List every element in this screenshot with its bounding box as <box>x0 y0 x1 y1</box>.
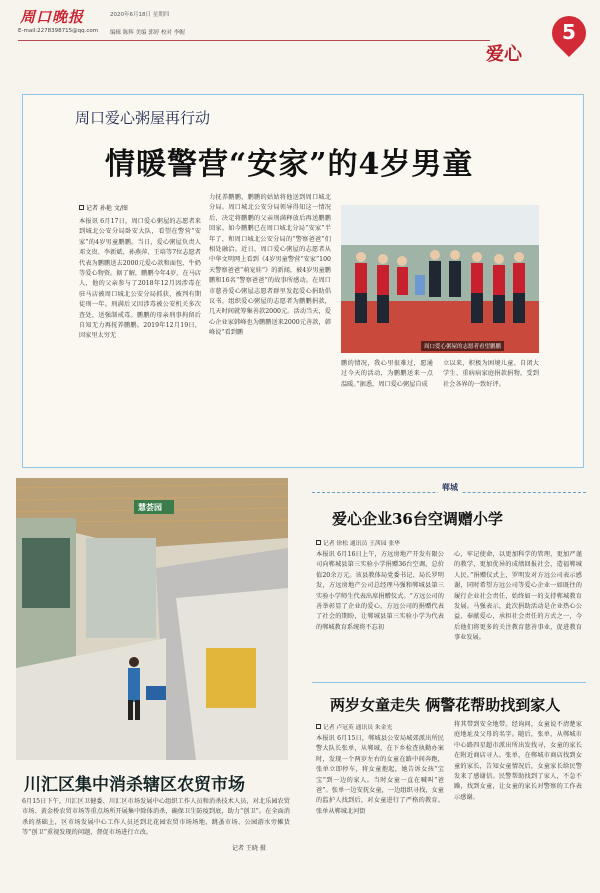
lead-photo-image <box>341 205 539 353</box>
ac-donation-headline: 爱心企业36台空调赠小学 <box>332 510 503 528</box>
market-story <box>22 797 290 852</box>
ac-donation-column-1: 本报讯 6月16日上午，方远房地产开发有限公司向郸城县第三实验小学捐赠36台空调，总价值20余万元。该县教体局党委书记、局长罗明发，方远房地产公司总经理马强和郸城县第三实验小学师生代表出席捐赠仪式。“方远公司的善举彰显了企业的爱心，方远公司的捐赠代表了社会的期盼，让郸城县第三实验小学为代表的郸城教育系统将不忘初 <box>316 551 444 631</box>
market-body: 6月15日下午，川汇区卫健委、川汇区市场发展中心组织工作人员和消杀技术人员，对北乐园农贸市场、黄金桥农贸市场等重点场所开展集中除体消杀，确保卫生防疫到底，助力“创卫”。在全面消杀的基础上，区市场发展中心工作人员还到北花园农贸市场场地，跳蚤市场、公园游水旁摊货等“创卫”重视发现的问题，督促市场进行立改。 <box>22 798 290 837</box>
ac-donation-column-2: 心，牢记使命，以更加科学的管理、更加严谨的教学，更加优异的成绩回报社会，造福郸城人民。”捐赠仪式上，罗明发对方远公司表示感谢，同时希望方远公司等爱心企业一如既往的履行企业社会责任，始终如一的支持郸城教育发展。马强表示，此次捐助活动是企业热心公益、奉献爱心，承担社会责任的方式之一，今后他们将更多的关注教育慈善事业，促进教育事业发展。 <box>454 551 582 642</box>
section-title: 爱心 <box>486 44 522 65</box>
market-photo-credit: 记者 王晓 摄 <box>232 845 266 852</box>
lost-girl-column-1: 本报讯 6月15日，郸城县公安局城郊派出所民警大队长张单，从郸城，在下乡检查执勤办案时，发现一个两岁左右的女童在路中间奔跑，张单立即停车，将女童抱起，她告诉女孩“宝宝”到一边的家人。当时女童一直在喊叫“爸爸”。张单一边安抚女童，一边组织寻找，女童的监护人找到后，对女童进行了严格的教育。张单从郸城北河街 <box>316 735 444 815</box>
newspaper-logo: 周口晚报 <box>20 8 85 26</box>
issue-date: 2020年6月18日 星期四 <box>110 12 170 18</box>
market-headline: 川汇区集中消杀辖区农贸市场 <box>24 775 245 795</box>
county-tag: 郸城 <box>438 482 462 493</box>
lead-photo <box>341 205 539 353</box>
lost-girl-byline <box>316 722 392 731</box>
lead-headline: 情暖警营“安家”的4岁男童 <box>105 147 474 182</box>
market-photo-image <box>16 478 288 760</box>
editor-credits: 编辑 陈辉 美编 郭婷 校对 李帽 <box>110 30 185 36</box>
square-icon <box>316 724 321 729</box>
page-number: 5 <box>562 20 576 44</box>
ac-donation-byline-text: 记者 徐松 通讯员 王茜园 张华 <box>323 541 400 547</box>
masthead-rule <box>18 40 490 41</box>
market-sign: 慧荟园 <box>138 502 162 512</box>
ac-donation-byline <box>316 538 400 547</box>
lead-byline <box>79 203 128 212</box>
lost-girl-headline: 两岁女童走失 俩警花帮助找到家人 <box>330 696 561 714</box>
lost-girl-byline-text: 记者 卢冠英 通讯员 朱金光 <box>323 725 393 731</box>
square-icon <box>79 205 84 210</box>
lead-column-3: 鹏的情况，我心里很难过，愿通过今天的活动，为鹏鹏送来一点温暖。”据悉，周口爱心粥屋自成 <box>341 360 433 388</box>
market-photo <box>16 478 288 760</box>
lead-photo-caption: 周口爱心粥屋的志愿者看望鹏鹏 <box>421 341 504 351</box>
masthead <box>0 0 600 65</box>
lead-kicker: 周口爱心粥屋再行动 <box>75 109 211 127</box>
side-stories <box>312 482 586 854</box>
lost-girl-column-2: 将其带到安全地带。经询问，女童说不清楚家庭地址及父母的名字。随后，张单，从郸城市中心路四星超市派出所出发找寻，女童的家长在附近商店寻人。张单，在郸城市商店找到女童的家长，告知女童情况后，女童家长给民警发来了感谢信。民警帮助找到了家人，不急不躁，找到女童，让女童的家长对警察的工作表示感谢。 <box>454 721 582 801</box>
lead-column-4: 立以来，积极为困境儿童、自闭大学生、重病病家庭捐款捐物，受到社会各界的一致好评。 <box>443 360 539 388</box>
lead-story <box>22 94 584 468</box>
contact-email: E-mail:2278398715@qq.com <box>18 28 99 34</box>
page-number-badge <box>550 16 590 64</box>
lead-column-1: 本报讯 6月17日，周口爱心粥屋的志愿者来到城北公安分局卧安大队，看望在警营“安家”的4岁男童鹏鹏。当日，爱心粥屋负责人邓文贵、李新斌、孙燕萍、王培等7位志愿者代表为鹏鹏送去2000元爱心款和面包、牛奶等爱心物资。据了解，鹏鹏今年4岁，在马店人，他的父亲参与了2018年12月因涉毒在驻马店被周口城北公安分局抓获，被判有期徒刑一年。刑满后又因涉毒被公安机关多次查处，送强制戒毒。鹏鹏的母亲刑事拘留后自知无力再抚养鹏鹏。2019年12月19日，因家里太穷无 <box>79 218 201 340</box>
square-icon <box>316 540 321 545</box>
lead-byline-text: 记者 孙艳 文/图 <box>86 205 128 212</box>
story-divider <box>312 682 586 683</box>
lead-column-2: 力抚养鹏鹏，鹏鹏的姑姑将他送到周口城北分局。周口城北公安分局领导得知这一情况后，决定将鹏鹏的父亲刑满释放后再送鹏鹏回家。如今鹏鹏已在周口城北分局“安家”半年了，和周口城北公安分局的“警察爸爸”们相处融洽。近日，周口爱心粥屋的志愿者从中华文明网上看到《4岁男童警营“安家”100天警察爸爸“萌宠娃”》的新闻，被4岁男童鹏鹏和16名“警察爸爸”的故事所感动。在周口市慈善爱心粥屋志愿者群里发起爱心捐助倡议书，组织爱心粥屋的志愿者为鹏鹏捐款，几天时间就筹集善款2000元。活动当天，爱心企业家韩峰也为鹏鹏送来2000元善款，韩峰说“看到鹏 <box>209 194 331 337</box>
